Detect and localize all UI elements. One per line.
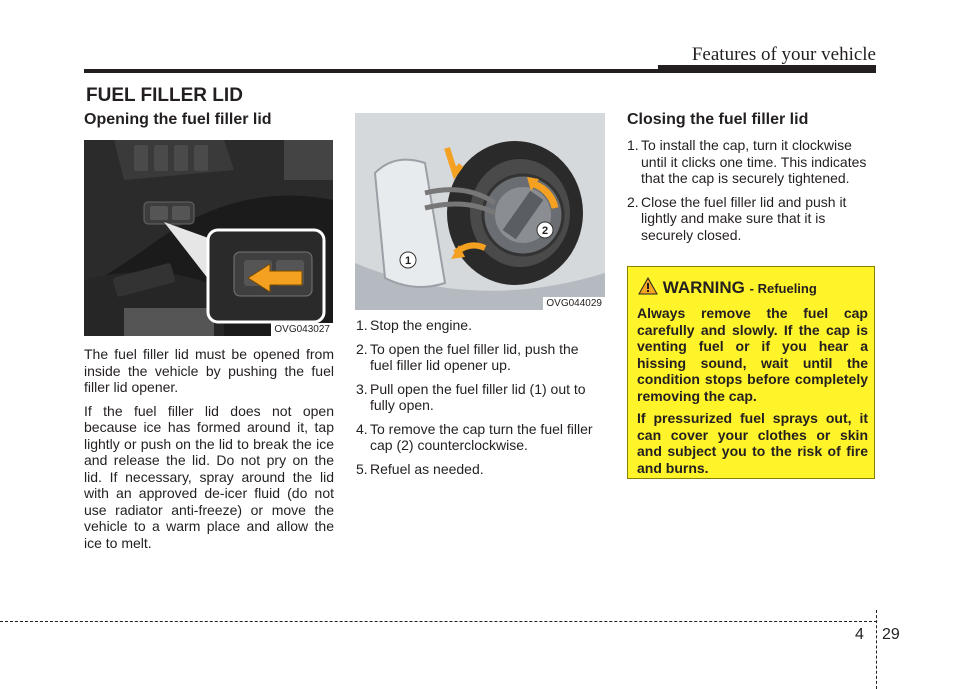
chapter-number: 4: [855, 626, 864, 643]
paragraph: The fuel filler lid must be opened from inside the vehicle by pushing the fuel filler lid opener.: [84, 346, 334, 395]
closing-heading: Closing the fuel filler lid: [627, 111, 809, 128]
opening-steps: [356, 317, 605, 484]
warning-subtitle: - Refueling: [749, 281, 817, 296]
opening-description: [84, 346, 334, 558]
fuel-lid-open-image: [355, 113, 605, 310]
running-header: Features of your vehicle: [691, 44, 876, 65]
paragraph: If pressurized fuel sprays out, it can cover your clothes or skin and subject you to the risk of fire and burns.: [637, 410, 868, 476]
callout-1: 1: [404, 255, 412, 267]
footer-divider: [876, 610, 877, 689]
list-item: 4. To remove the cap turn the fuel filler cap (2) counterclockwise.: [356, 420, 593, 453]
image-code: OVG043027: [271, 323, 333, 336]
opening-heading: Opening the fuel filler lid: [84, 111, 272, 128]
dashboard-opener-image: [84, 140, 333, 336]
list-item: 2. Close the fuel filler lid and push it lightly and make sure that it is securely closed.: [627, 193, 847, 243]
paragraph: Always remove the fuel cap carefully and slowly. If the cap is venting fuel or if you hear a hissing sound, wait until the condition stops before completely removing the cap.: [637, 305, 868, 404]
list-item: 3. Pull open the fuel filler lid (1) out to fully open.: [356, 380, 586, 413]
image-code: OVG044029: [543, 297, 605, 310]
footer-rule: [0, 621, 877, 622]
paragraph: If the fuel filler lid does not open because ice has formed around it, tap lightly or push on the lid to break the ice and release the lid. Do not pry on the lid. If necessary, spray around the lid with an approved de-icer fluid (do not use radiator anti-freeze) or move the vehicle to a warm place and allow the ice to melt.: [84, 402, 334, 551]
closing-steps: [627, 137, 876, 250]
section-title: FUEL FILLER LID: [86, 85, 243, 106]
warning-text: [637, 305, 868, 482]
warning-box: [627, 266, 875, 479]
page-number: 29: [882, 626, 900, 643]
list-item: 2. To open the fuel filler lid, push the fuel filler lid opener up.: [356, 340, 579, 373]
warning-triangle-icon: [638, 277, 658, 295]
warning-heading: [638, 277, 817, 298]
header-rule-accent: [658, 65, 876, 73]
list-item: 1. Stop the engine.: [356, 317, 472, 333]
list-item: 5. Refuel as needed.: [356, 460, 484, 477]
callout-2: 2: [541, 225, 549, 237]
list-item: 1. To install the cap, turn it clockwise until it clicks one time. This indicates that the cap is securely tightened.: [627, 137, 867, 186]
warning-title: WARNING: [662, 278, 745, 297]
